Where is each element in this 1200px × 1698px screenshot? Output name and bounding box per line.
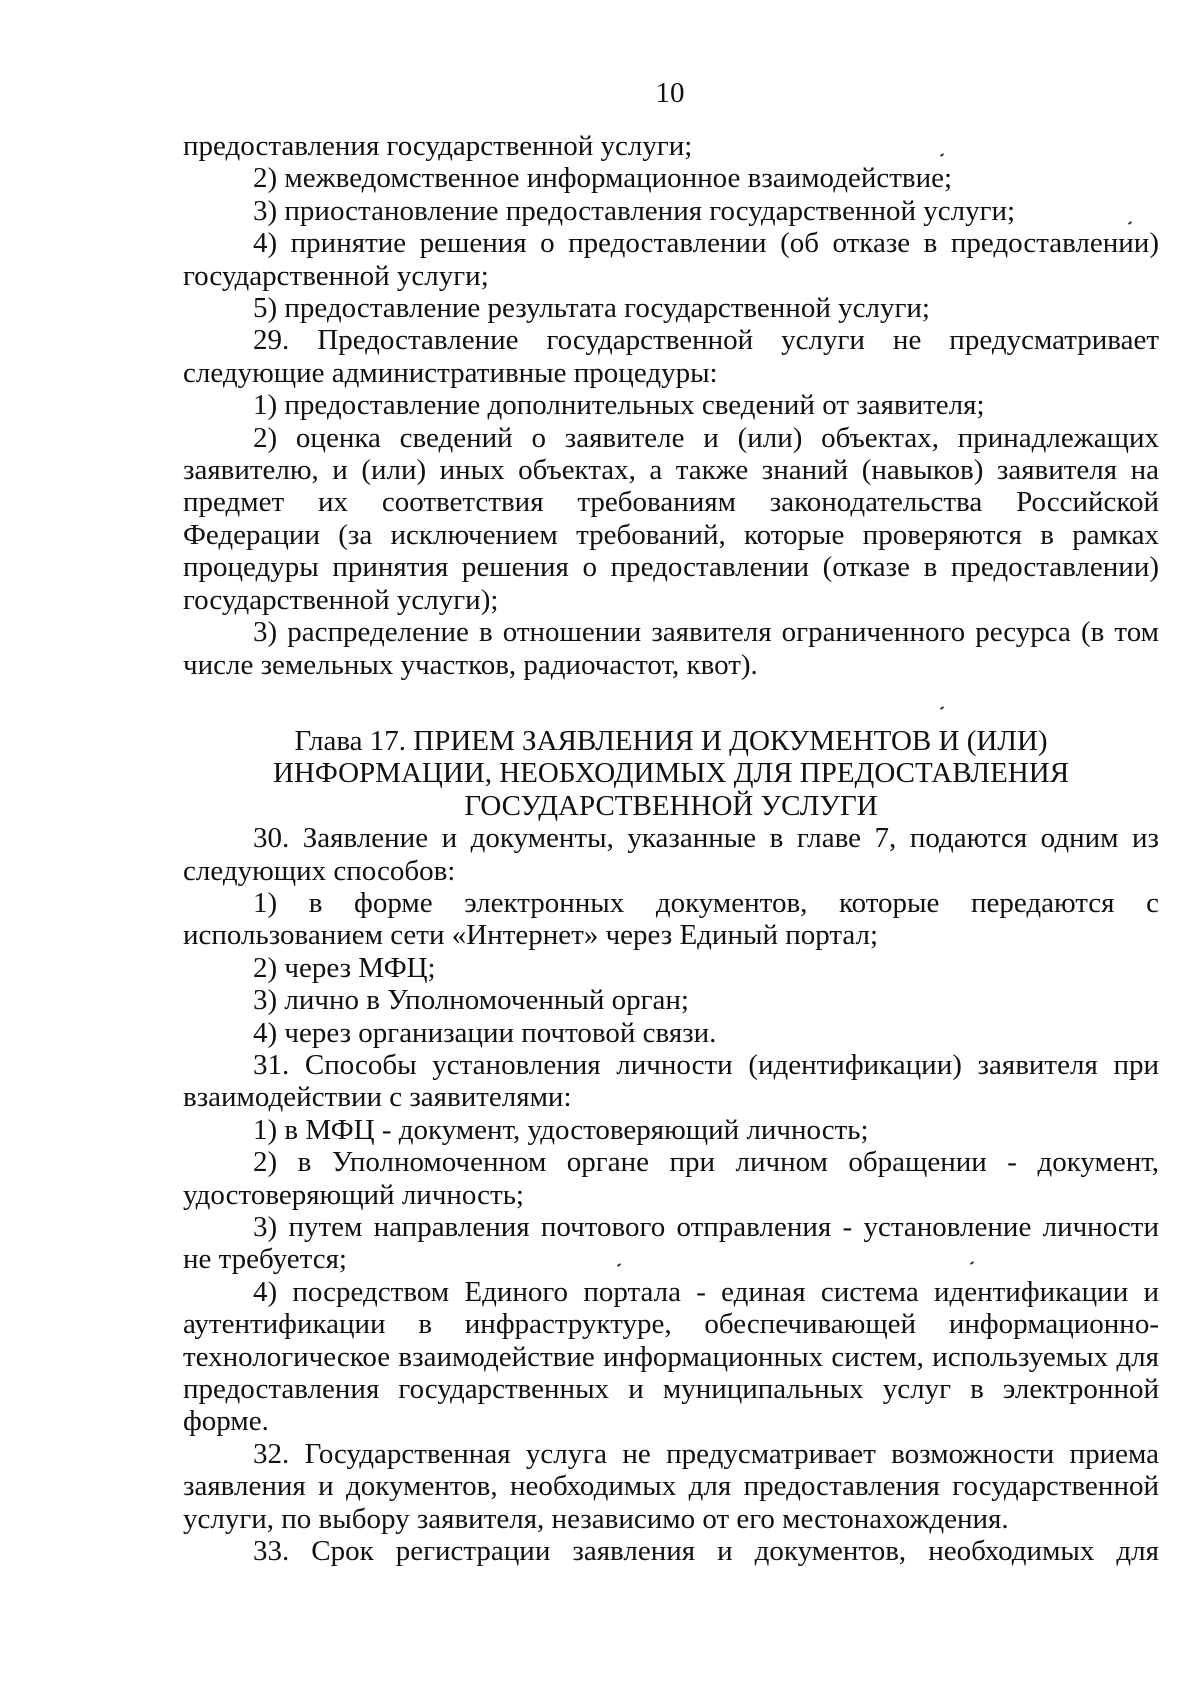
list-item-4: 4) принятие решения о предоставлении (об отказе в предоставлении) государственной услуги; bbox=[183, 227, 1159, 292]
chapter-heading-line-1: Глава 17. ПРИЕМ ЗАЯВЛЕНИЯ И ДОКУМЕНТОВ И (ИЛИ) bbox=[294, 724, 1048, 757]
page-number: 10 bbox=[655, 77, 685, 109]
list-item-2: 2) межведомственное информационное взаимодействие; bbox=[253, 162, 953, 195]
clause-32: 32. Государственная услуга не предусматривает возможности приема заявления и документов, необходимых для предоставления государственной услуги, по выбору заявителя, независимо от его местонахождения. bbox=[183, 1437, 1159, 1535]
clause-31: 31. Способы установления личности (идентификации) заявителя при взаимодействии с заявителями: bbox=[183, 1048, 1159, 1114]
list-item-3: 3) приостановление предоставления государственной услуги; bbox=[253, 194, 1016, 227]
clause-31-item-1: 1) в МФЦ - документ, удостоверяющий личность; bbox=[253, 1113, 869, 1146]
chapter-heading-line-3: ГОСУДАРСТВЕННОЙ УСЛУГИ bbox=[464, 789, 878, 822]
document-body bbox=[183, 130, 1159, 1567]
clause-30-item-2: 2) через МФЦ; bbox=[253, 951, 436, 984]
clause-29: 29. Предоставление государственной услуги не предусматривает следующие административные процедуры: bbox=[183, 324, 1159, 389]
clause-30-item-4: 4) через организации почтовой связи. bbox=[253, 1016, 717, 1049]
clause-31-item-4: 4) посредством Единого портала - единая система идентификации и аутентификации в инфраструктуре, обеспечивающей информационно-технологическое взаимодействие информационных систем, используемых для предоставления государственных и муниципальных услуг в электронной форме. bbox=[183, 1275, 1159, 1438]
chapter-heading-line-2: ИНФОРМАЦИИ, НЕОБХОДИМЫХ ДЛЯ ПРЕДОСТАВЛЕНИЯ bbox=[272, 757, 1070, 790]
clause-30-item-1: 1) в форме электронных документов, которые передаются с использованием сети «Интернет» через Единый портал; bbox=[183, 886, 1159, 952]
clause-33: 33. Срок регистрации заявления и документов, необходимых для bbox=[253, 1535, 1159, 1568]
clause-30-item-3: 3) лично в Уполномоченный орган; bbox=[253, 984, 689, 1017]
clause-31-item-2: 2) в Уполномоченном органе при личном обращении - документ, удостоверяющий личность; bbox=[183, 1146, 1159, 1211]
chapter-heading bbox=[183, 725, 1159, 822]
paragraph-continuation: предоставления государственной услуги; bbox=[183, 130, 693, 162]
clause-30: 30. Заявление и документы, указанные в главе 7, подаются одним из следующих способов: bbox=[183, 822, 1159, 887]
list-item-5: 5) предоставление результата государственной услуги; bbox=[253, 292, 930, 325]
clause-29-item-2: 2) оценка сведений о заявителе и (или) объектах, принадлежащих заявителю, и (или) иных объектах, а также знаний (навыков) заявителя на предмет их соответствия требованиям законодательства Российской Федерации (за исключением требований, которые проверяются в рамках процедуры принятия решения о предоставлении (отказе в предоставлении) государственной услуги); bbox=[183, 421, 1159, 616]
clause-31-item-3: 3) путем направления почтового отправления - установление личности не требуется; bbox=[183, 1211, 1159, 1276]
clause-29-item-3: 3) распределение в отношении заявителя ограниченного ресурса (в том числе земельных участков, радиочастот, квот). bbox=[183, 616, 1159, 681]
clause-29-item-1: 1) предоставление дополнительных сведений от заявителя; bbox=[253, 389, 985, 422]
